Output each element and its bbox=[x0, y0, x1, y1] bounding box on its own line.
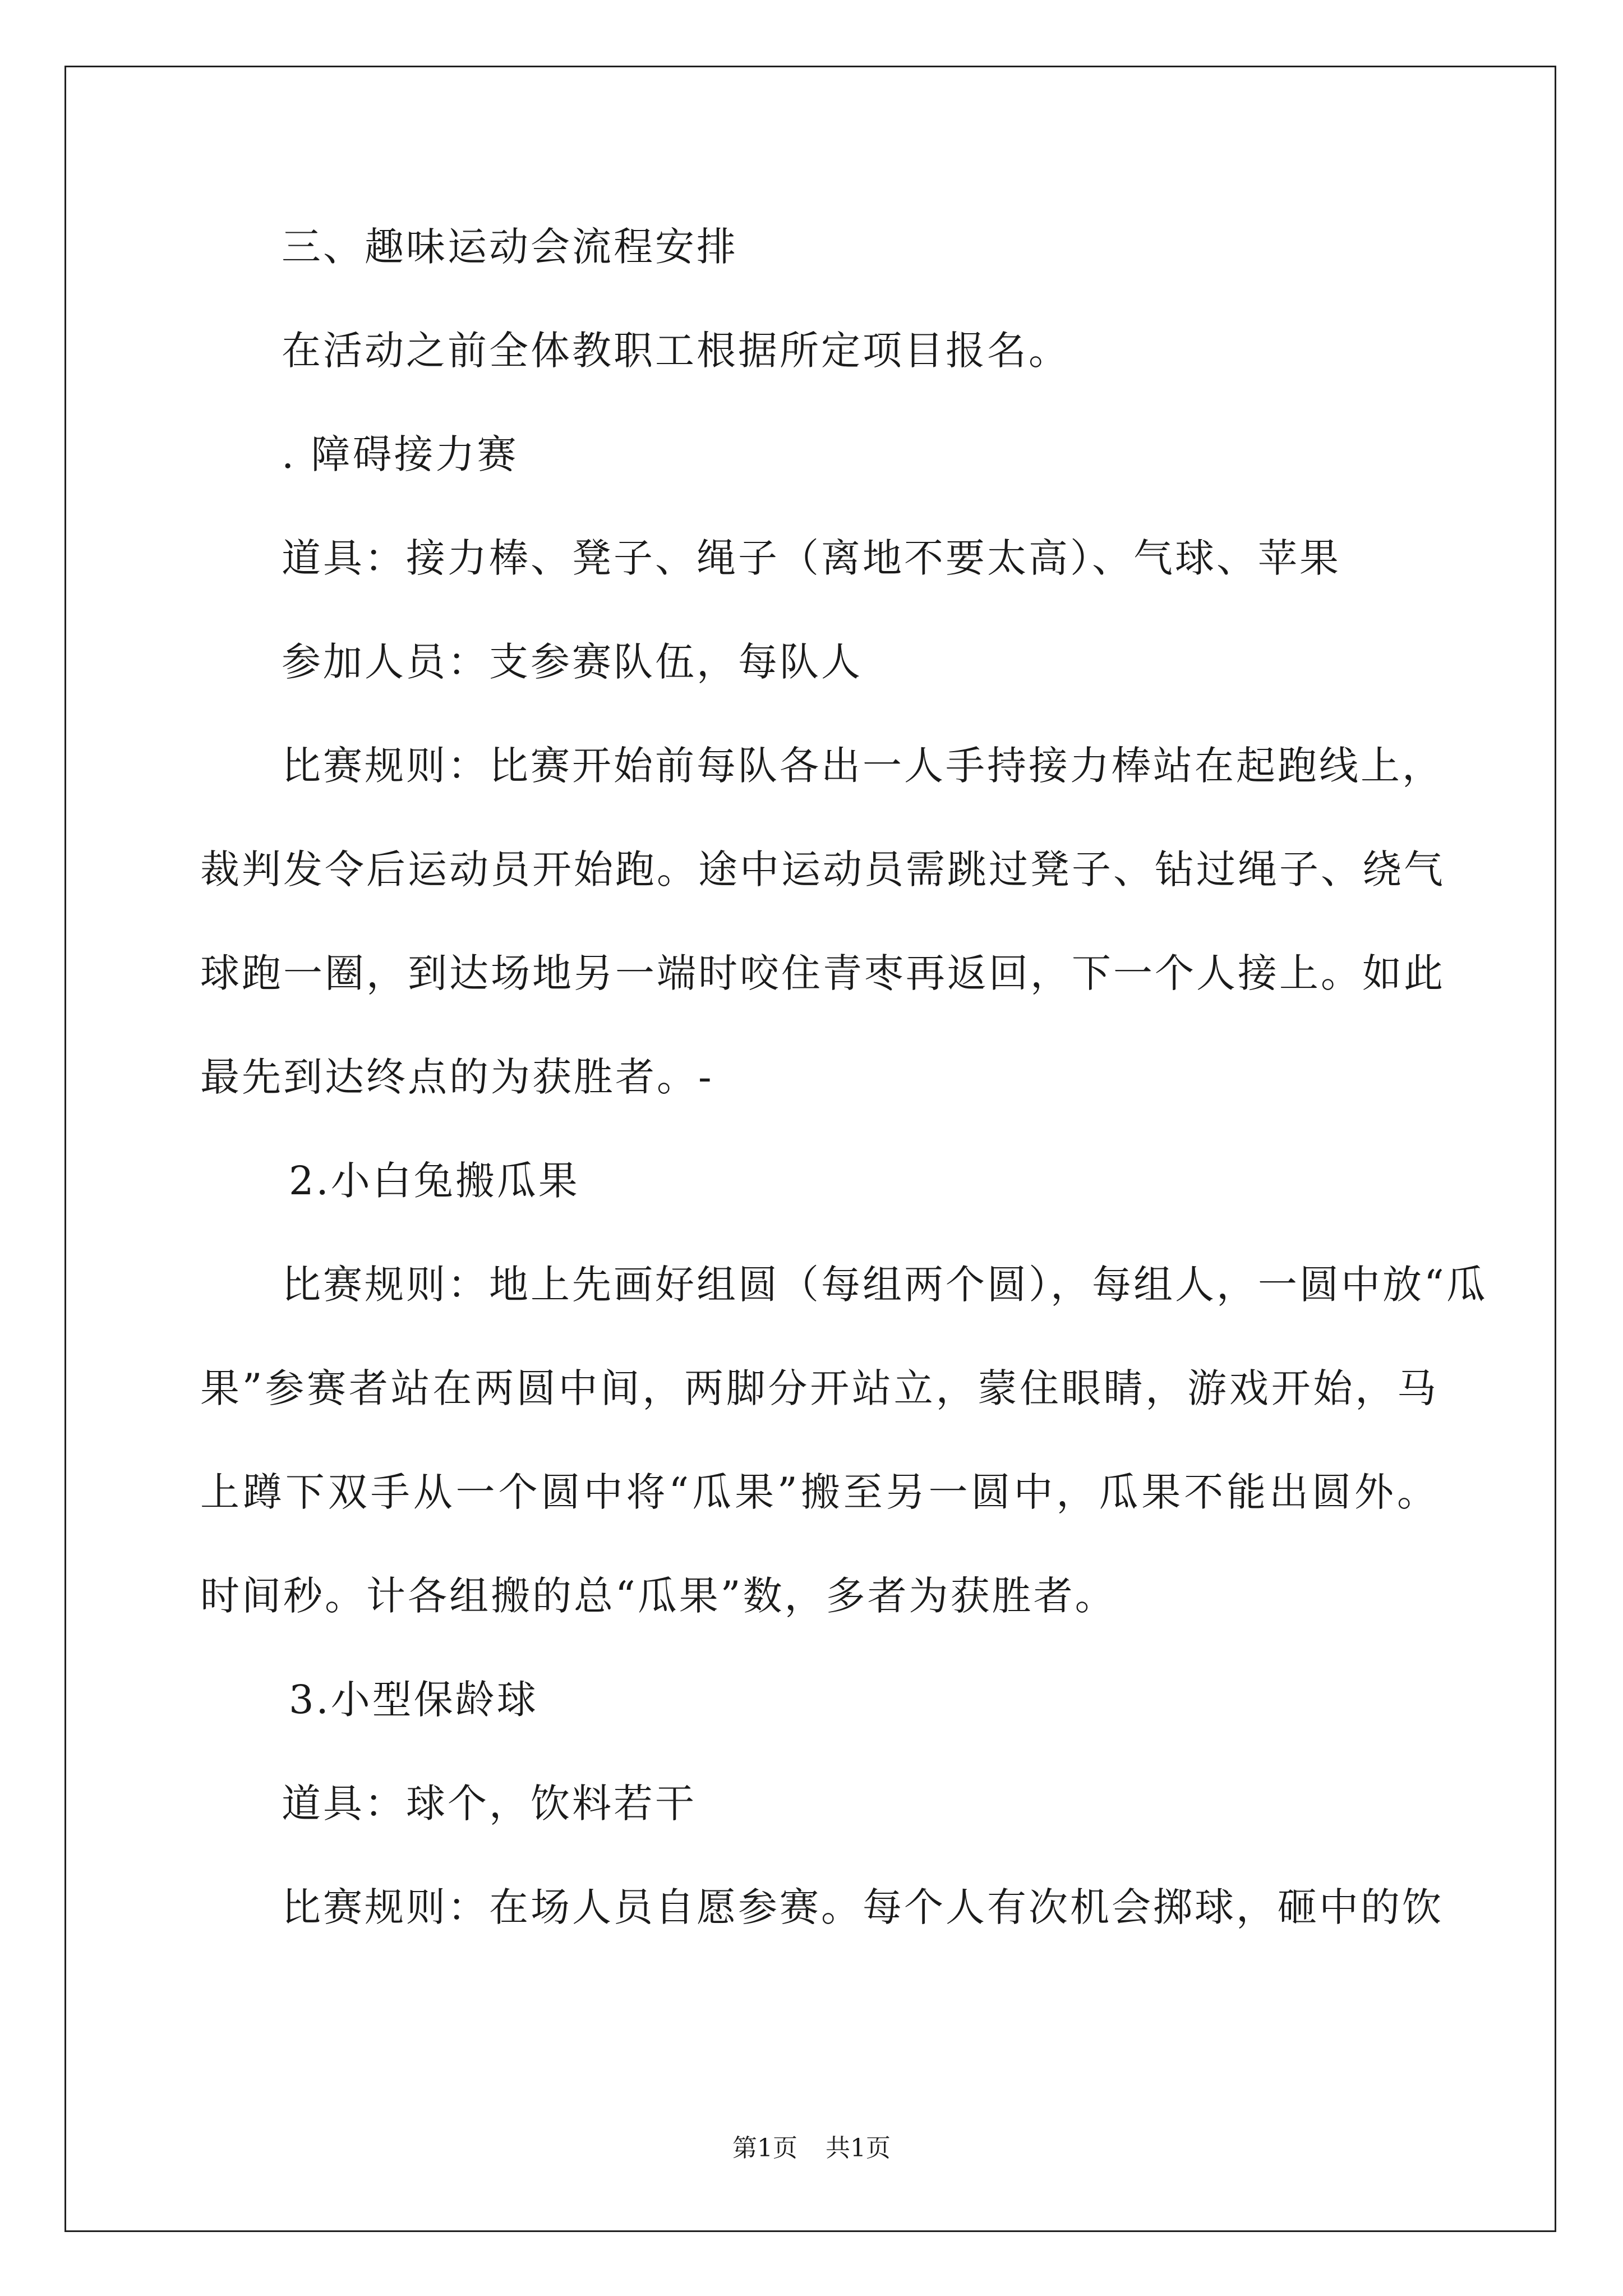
paragraph-line: 道具：球个，饮料若干 bbox=[282, 1780, 697, 1826]
paragraph-line: 果”参赛者站在两圆中间，两脚分开站立，蒙住眼睛，游戏开始，马 bbox=[200, 1365, 1438, 1411]
paragraph-line: 道具：接力棒、凳子、绳子（离地不要太高）、气球、苹果 bbox=[282, 535, 1341, 581]
item-heading: 3.小型保龄球 bbox=[289, 1677, 538, 1723]
paragraph-line: 时间秒。计各组搬的总“瓜果”数，多者为获胜者。 bbox=[200, 1573, 1117, 1619]
paragraph-line: 比赛规则：比赛开始前每队各出一人手持接力棒站在起跑线上， bbox=[282, 743, 1444, 789]
paragraph-line: 在活动之前全体教职工根据所定项目报名。 bbox=[282, 328, 1070, 374]
item-heading: 2.小白兔搬瓜果 bbox=[289, 1158, 580, 1204]
page-footer bbox=[0, 2132, 1623, 2165]
paragraph-line: 最先到达终点的为获胜者。- bbox=[200, 1054, 714, 1100]
page-total: 共1页 bbox=[826, 2134, 891, 2162]
paragraph-line: 比赛规则：在场人员自愿参赛。每个人有次机会掷球，砸中的饮 bbox=[282, 1884, 1444, 1930]
paragraph-line: 球跑一圈，到达场地另一端时咬住青枣再返回，下一个人接上。如此 bbox=[200, 950, 1445, 996]
section-heading: 三、趣味运动会流程安排 bbox=[282, 224, 738, 270]
page-number: 第1页 bbox=[732, 2134, 797, 2162]
paragraph-line: 裁判发令后运动员开始跑。途中运动员需跳过凳子、钻过绳子、绕气 bbox=[200, 846, 1445, 892]
paragraph-line: 上蹲下双手从一个圆中将“瓜果”搬至另一圆中，瓜果不能出圆外。 bbox=[200, 1469, 1438, 1515]
paragraph-line: 参加人员：支参赛队伍，每队人 bbox=[282, 639, 863, 685]
paragraph-line: 比赛规则：地上先画好组圆（每组两个圆），每组人，一圆中放“瓜 bbox=[282, 1262, 1488, 1308]
item-heading: . 障碍接力赛 bbox=[282, 431, 519, 477]
